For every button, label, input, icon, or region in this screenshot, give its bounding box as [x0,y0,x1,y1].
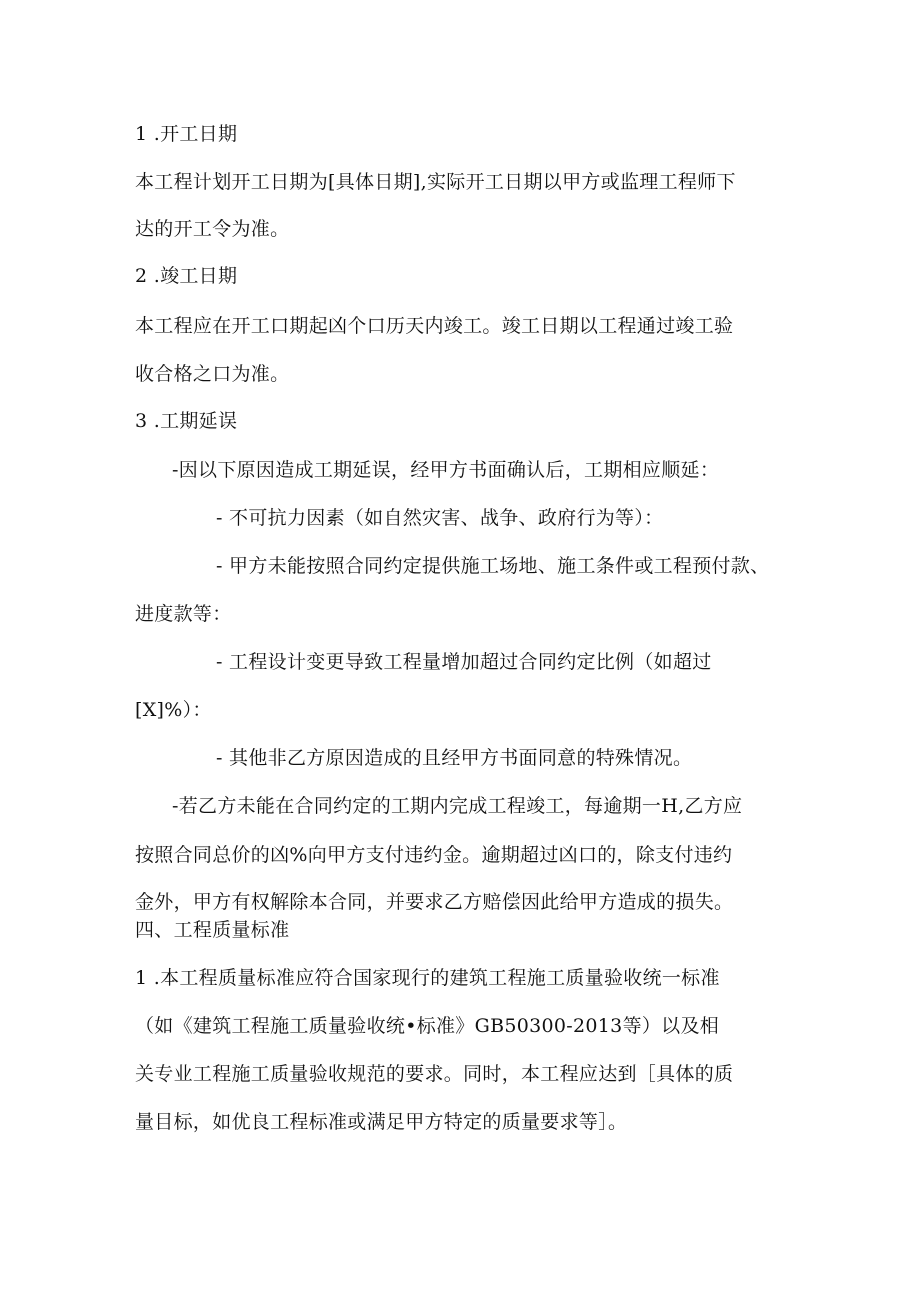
paragraph-line: 本工程应在开工口期起凶个口历天内竣工。竣工日期以工程通过竣工验 [135,315,734,337]
list-item: - 甲方未能按照合同约定提供施工场地、施工条件或工程预付款、 [216,555,770,577]
heading-delay: 3 .工期延误 [135,410,238,432]
paragraph-line: 本工程计划开工日期为[具体日期],实际开工日期以甲方或监理工程师下 [135,171,736,193]
paragraph-line: 关专业工程施工质量验收规范的要求。同时，本工程应达到［具体的质 [135,1063,734,1085]
paragraph-line: 量目标，如优良工程标准或满足甲方特定的质量要求等］。 [135,1111,628,1133]
paragraph-line: -若乙方未能在合同约定的工期内完成工程竣工，每逾期一H,乙方应 [172,795,743,817]
list-item: - 不可抗力因素（如自然灾害、战争、政府行为等）： [216,507,664,529]
paragraph-line: 1 .本工程质量标准应符合国家现行的建筑工程施工质量验收统一标准 [135,967,720,989]
paragraph-line: 进度款等： [135,603,232,625]
list-item: - 其他非乙方原因造成的且经甲方书面同意的特殊情况。 [216,747,693,769]
paragraph-line: -因以下原因造成工期延误，经甲方书面确认后，工期相应顺延： [172,459,720,481]
list-item: - 工程设计变更导致工程量增加超过合同约定比例（如超过 [216,651,712,673]
heading-start-date: 1 .开工日期 [135,123,238,145]
paragraph-line: 达的开工令为准。 [135,218,290,240]
paragraph-line: （如《建筑工程施工质量验收统•标准》GB50300-2013等）以及相 [135,1015,720,1037]
heading-completion-date: 2 .竣工日期 [135,265,238,287]
paragraph-line: 收合格之口为准。 [135,363,290,385]
paragraph-line: 金外，甲方有权解除本合同，并要求乙方赔偿因此给甲方造成的损失。 [135,891,734,913]
paragraph-line: 按照合同总价的凶%向甲方支付违约金。逾期超过凶口的，除支付违约 [135,844,733,866]
paragraph-line: [X]%）： [135,699,212,721]
section-heading-quality: 四、工程质量标准 [135,919,290,941]
